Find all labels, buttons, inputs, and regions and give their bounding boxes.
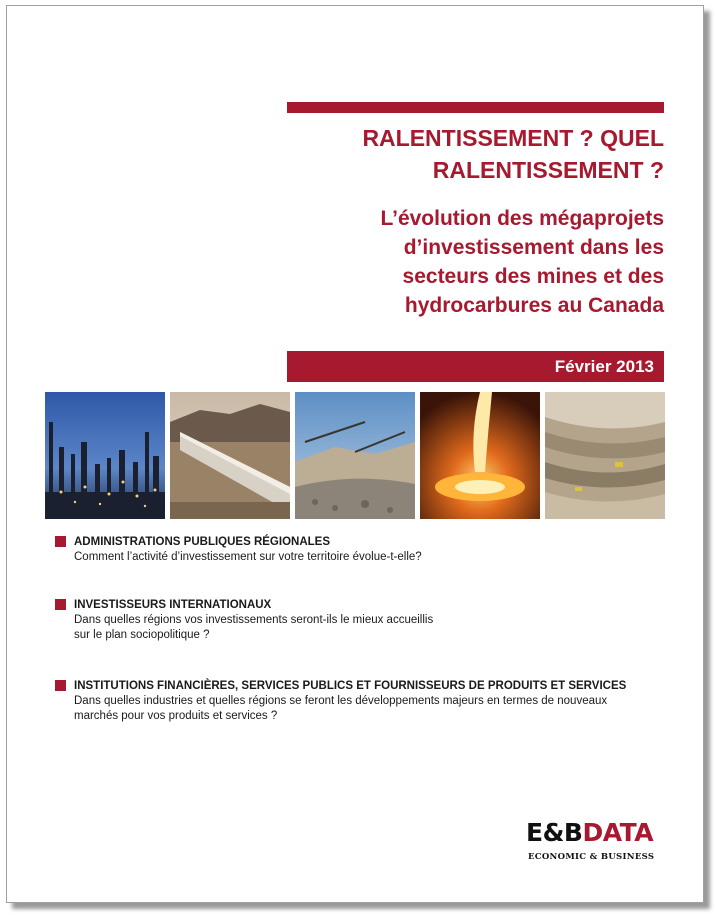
section-international-investors — [55, 598, 675, 643]
section-heading — [55, 598, 675, 612]
logo-eb: E&B — [526, 818, 583, 847]
top-accent-bar — [287, 102, 664, 113]
description-line: Dans quelles régions vos investissements seront-ils le mieux accueillis — [74, 614, 434, 626]
section-heading — [55, 535, 675, 549]
section-description — [55, 613, 675, 643]
title-line: RALENTISSEMENT ? — [432, 157, 664, 183]
section-heading-text: ADMINISTRATIONS PUBLIQUES RÉGIONALES — [74, 536, 330, 548]
eb-data-logo — [520, 818, 666, 868]
section-heading-text: INSTITUTIONS FINANCIÈRES, SERVICES PUBLICS ET FOURNISSEURS DE PRODUITS ET SERVICES — [74, 680, 627, 692]
description-line: Dans quelles industries et quelles régions se feront les développements majeurs en termes de nouveaux — [74, 695, 608, 707]
refinery-photo — [45, 392, 165, 519]
section-description — [55, 550, 675, 565]
square-bullet-icon — [55, 680, 66, 691]
title-line: RALENTISSEMENT ? QUEL — [362, 125, 664, 151]
description-line: Comment l’activité d’investissement sur votre territoire évolue-t-elle? — [74, 551, 422, 563]
document-title — [250, 122, 664, 186]
section-heading-text: INVESTISSEURS INTERNATIONAUX — [74, 599, 272, 611]
subtitle-line: L’évolution des mégaprojets — [380, 207, 664, 230]
section-financial-institutions — [55, 679, 675, 724]
square-bullet-icon — [55, 599, 66, 610]
section-description — [55, 694, 675, 724]
molten-metal-photo — [420, 392, 540, 519]
subtitle-line: d’investissement dans les — [403, 236, 664, 259]
section-heading — [55, 679, 675, 693]
mining-conveyor-photo — [295, 392, 415, 519]
description-line: marchés pour vos produits et services ? — [74, 710, 278, 722]
logo-wordmark — [526, 818, 653, 847]
pipeline-photo — [170, 392, 290, 519]
document-subtitle — [250, 204, 664, 320]
open-pit-mine-photo — [545, 392, 665, 519]
square-bullet-icon — [55, 536, 66, 547]
logo-data: DATA — [582, 818, 654, 847]
photo-strip — [45, 392, 665, 519]
subtitle-line: secteurs des mines et des — [402, 265, 664, 288]
section-regional-administrations — [55, 535, 675, 565]
description-line: sur le plan sociopolitique ? — [74, 629, 210, 641]
publication-date: Février 2013 — [554, 357, 654, 376]
date-banner — [287, 351, 664, 382]
subtitle-line: hydrocarbures au Canada — [404, 294, 664, 317]
logo-tagline: ECONOMIC & BUSINESS — [528, 852, 655, 862]
